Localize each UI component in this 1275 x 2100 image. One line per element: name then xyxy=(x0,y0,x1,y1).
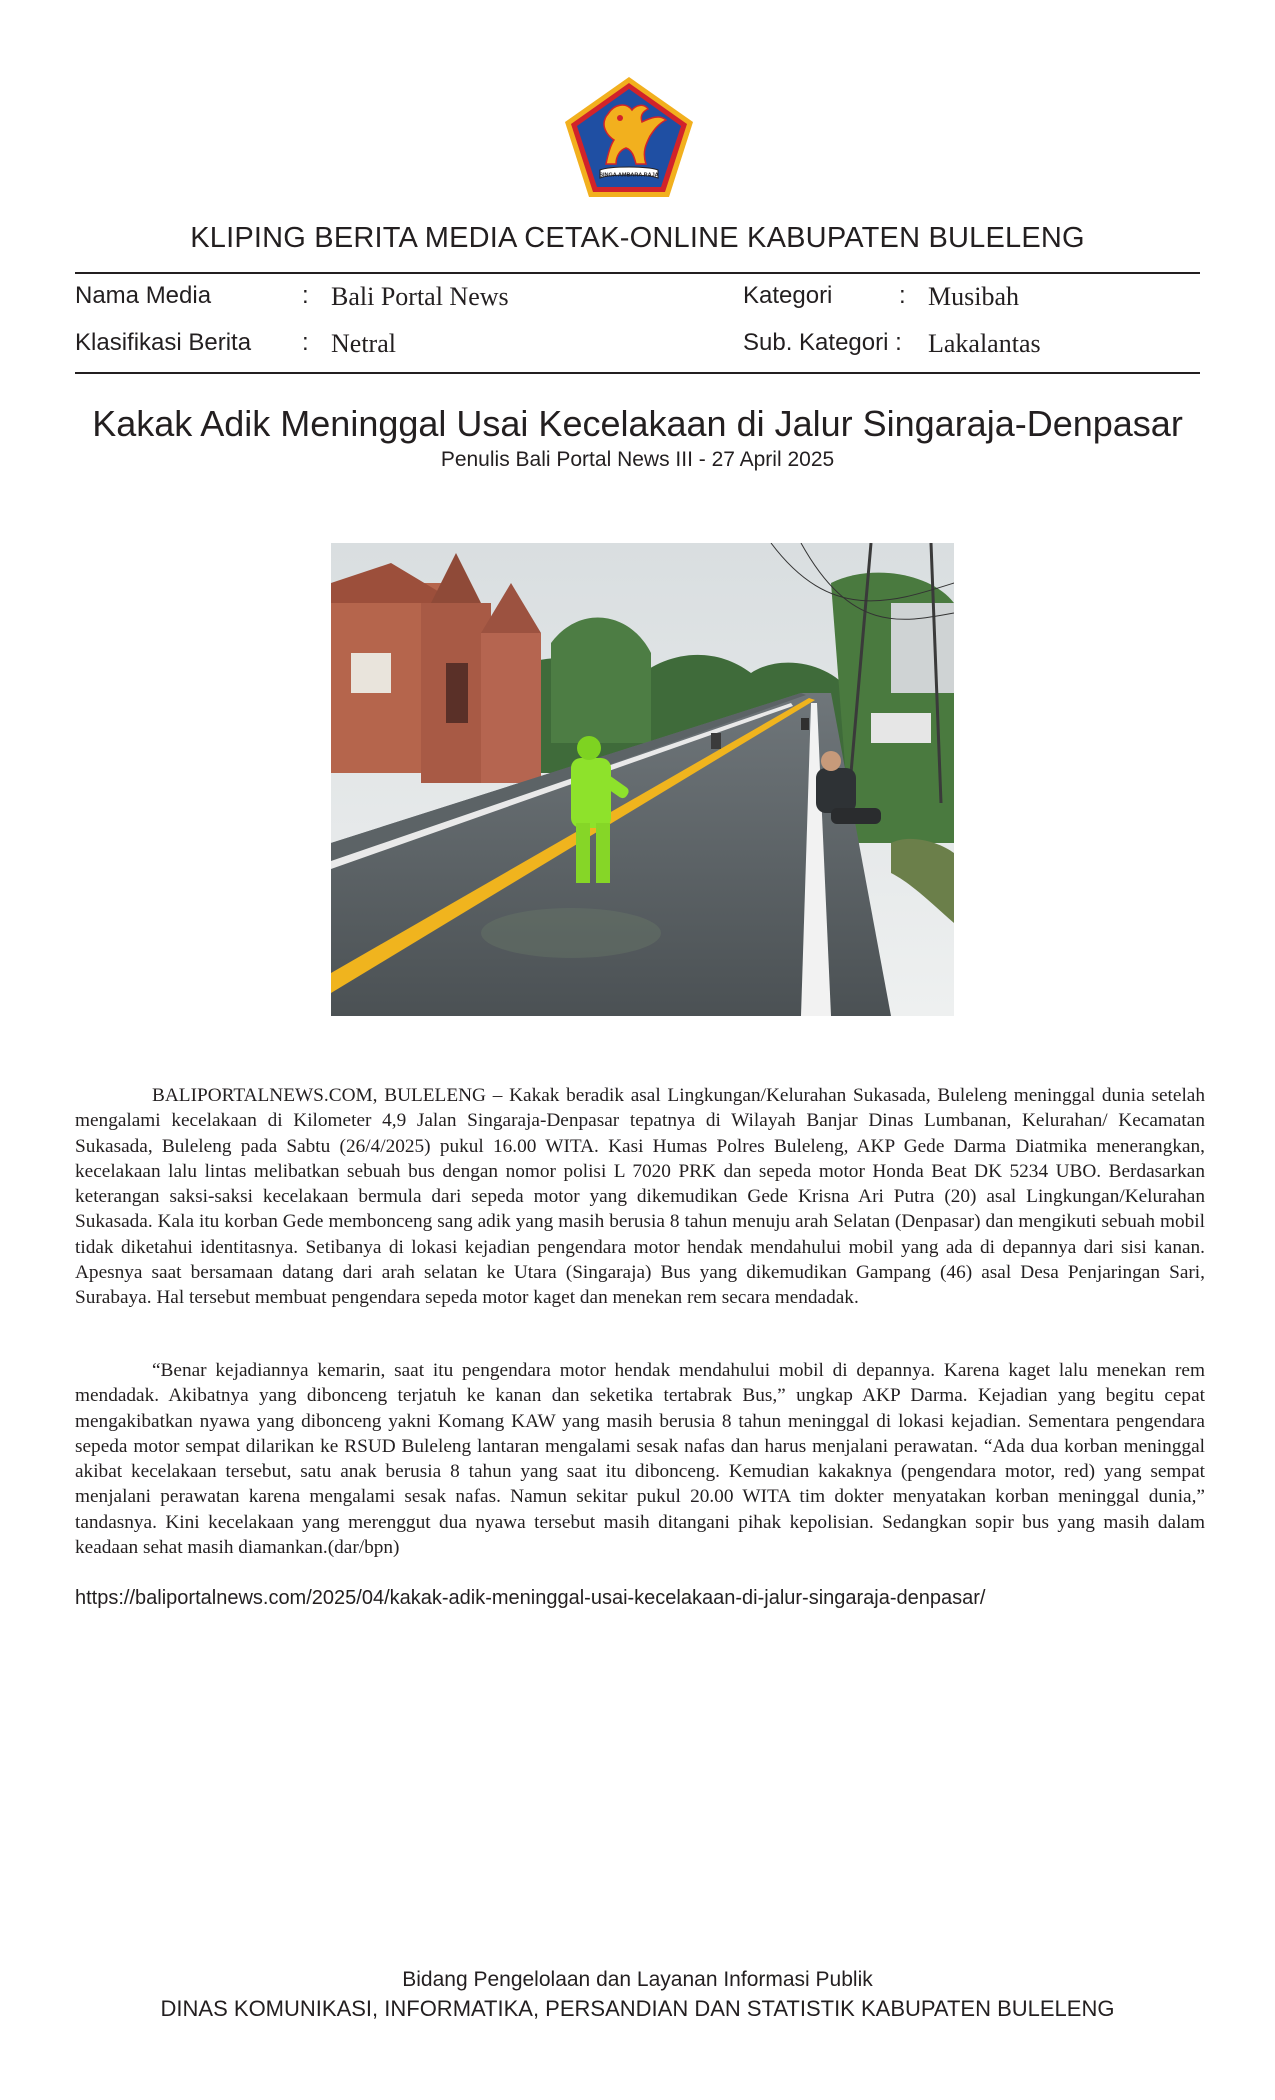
footer-department: Bidang Pengelolaan dan Layanan Informasi Publik xyxy=(402,1968,873,1991)
subcategory-value: Lakalantas xyxy=(928,329,1041,358)
article-title: Kakak Adik Meninggal Usai Kecelakaan di Jalur Singaraja-Denpasar xyxy=(92,403,1183,444)
classification-colon: : xyxy=(302,329,309,356)
classification-value: Netral xyxy=(331,329,396,358)
classification-label: Klasifikasi Berita xyxy=(75,329,252,356)
source-url-link[interactable]: https://baliportalnews.com/2025/04/kakak-adik-meninggal-usai-kecelakaan-di-jalur-singaraja-denpasar/ xyxy=(75,1587,986,1609)
subcategory-label: Sub. Kategori : xyxy=(743,329,902,356)
news-photo xyxy=(331,543,954,1016)
clipping-header-title: KLIPING BERITA MEDIA CETAK-ONLINE KABUPATEN BULELENG xyxy=(190,222,1085,254)
footer-agency: DINAS KOMUNIKASI, INFORMATIKA, PERSANDIAN DAN STATISTIK KABUPATEN BULELENG xyxy=(160,1996,1115,2021)
header-top-divider xyxy=(75,272,1200,274)
media-name-label: Nama Media xyxy=(75,282,212,309)
article-paragraph-2: “Benar kejadiannya kemarin, saat itu pengendara motor hendak mendahului mobil di depannya. Karena kaget lalu menekan rem mendadak. Akibatnya yang dibonceng terjatuh ke kanan dan seketika tertabrak Bus,” ungkap AKP Darma. Kejadian yang begitu cepat mengakibatkan nyawa yang dibonceng yakni Komang KAW yang masih berusia 8 tahun meninggal di lokasi kejadian. Sementara pengendara sepeda motor sempat dilarikan ke RSUD Buleleng lantaran mengalami sesak nafas dan harus menjalani perawatan. “Ada dua korban meninggal akibat kecelakaan tersebut, satu anak berusia 8 tahun yang saat itu dibonceng. Kemudian kakaknya (pengendara motor, red) yang sempat menjalani perawatan karena mengalami sesak nafas. Namun sekitar pukul 20.00 WITA tim dokter menyatakan korban meninggal dunia,” tandasnya. Kini kecelakaan yang merenggut dua nyawa tersebut masih ditangani pihak kepolisian. Sedangkan sopir bus yang masih dalam keadaan sehat masih diamankan.(dar/bpn) xyxy=(75,1360,1205,1559)
media-name-value: Bali Portal News xyxy=(331,282,509,311)
media-name-colon: : xyxy=(302,282,309,309)
category-colon: : xyxy=(899,282,906,309)
logo-motto: SINGA AMBARA RAJA xyxy=(599,172,659,179)
article-paragraph-1: BALIPORTALNEWS.COM, BULELENG – Kakak beradik asal Lingkungan/Kelurahan Sukasada, Buleleng meninggal dunia setelah mengalami kecelakaan di Kilometer 4,9 Jalan Singaraja-Denpasar tepatnya di Wilayah Banjar Dinas Lumbanan, Kelurahan/ Kecamatan Sukasada, Buleleng pada Sabtu (26/4/2025) pukul 16.00 WITA. Kasi Humas Polres Buleleng, AKP Gede Darma Diatmika menerangkan, kecelakaan lalu lintas melibatkan sebuah bus dengan nomor polisi L 7020 PRK dan sepeda motor Honda Beat DK 5234 UBO. Berdasarkan keterangan saksi-saksi kecelakaan bermula dari sepeda motor yang dikemudikan Gede Krisna Ari Putra (20) asal Lingkungan/Kelurahan Sukasada. Kala itu korban Gede membonceng sang adik yang masih berusia 8 tahun menuju arah Selatan (Denpasar) dan mengikuti sebuah mobil tidak diketahui identitasnya. Setibanya di lokasi kejadian pengendara motor hendak mendahului mobil yang ada di depannya dari sisi kanan. Apesnya saat bersamaan datang dari arah selatan ke Utara (Singaraja) Bus yang dikemudikan Gampang (46) asal Desa Penjaringan Sari, Surabaya. Hal tersebut membuat pengendara sepeda motor kaget dan menekan rem secara mendadak. xyxy=(75,1085,1205,1309)
kabupaten-buleleng-logo xyxy=(562,74,696,200)
category-label: Kategori xyxy=(743,282,833,309)
category-value: Musibah xyxy=(928,282,1019,311)
article-byline: Penulis Bali Portal News III - 27 April 2025 xyxy=(440,448,835,471)
header-bottom-divider xyxy=(75,372,1200,374)
